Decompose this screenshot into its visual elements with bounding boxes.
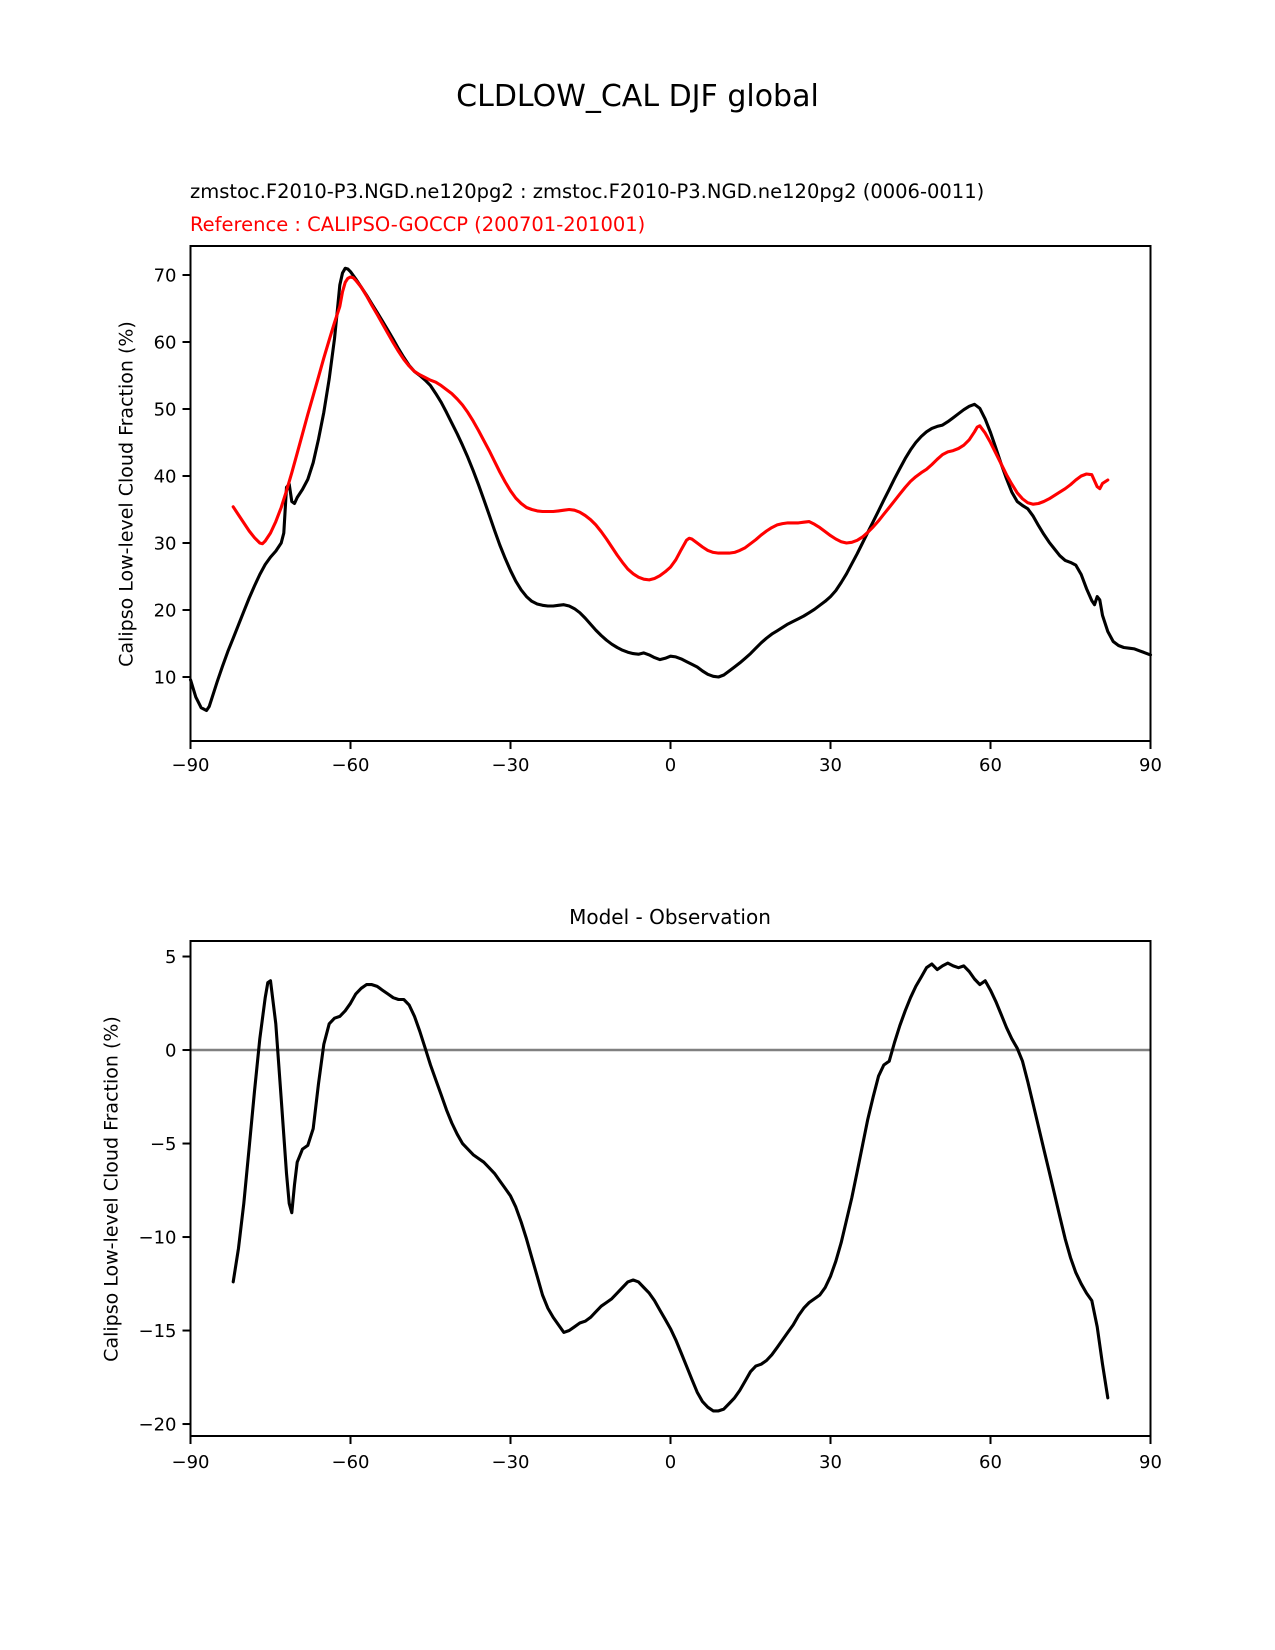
- y-tick-label: 0: [165, 1040, 177, 1062]
- x-tick-label: 90: [1139, 1452, 1162, 1473]
- y-tick-label: −15: [138, 1321, 177, 1343]
- y-tick-label: 10: [153, 667, 177, 689]
- y-tick-label: 20: [153, 600, 177, 622]
- y-tick-label: 70: [153, 265, 177, 287]
- y-tick-label: 5: [165, 947, 177, 969]
- legend-reference-label: Reference : CALIPSO-GOCCP (200701-201001): [190, 213, 646, 236]
- x-tick-label: −90: [171, 755, 210, 776]
- reference-curve: [233, 277, 1108, 580]
- model-curve: [191, 268, 1151, 710]
- y-tick-label: −20: [138, 1414, 177, 1436]
- y-tick-label: −5: [149, 1134, 177, 1156]
- x-tick-label: −30: [491, 755, 530, 776]
- y-tick-label: −10: [138, 1227, 177, 1249]
- y-tick-label: 30: [153, 533, 177, 555]
- x-tick-label: −60: [331, 755, 370, 776]
- x-tick-label: 0: [664, 1452, 677, 1473]
- figure-title: CLDLOW_CAL DJF global: [456, 79, 819, 114]
- y-tick-label: 40: [153, 466, 177, 488]
- difference-curve: [233, 963, 1108, 1411]
- y-tick-label: 60: [153, 332, 177, 354]
- x-tick-label: −60: [331, 1452, 370, 1473]
- y-tick-label: 50: [153, 399, 177, 421]
- x-tick-label: 60: [979, 1452, 1002, 1473]
- x-tick-label: 60: [979, 755, 1002, 776]
- top-chart-ylabel: Calipso Low-level Cloud Fraction (%): [115, 321, 138, 667]
- legend-block: [190, 175, 984, 241]
- bottom-chart-ylabel: Calipso Low-level Cloud Fraction (%): [100, 1016, 123, 1362]
- x-tick-label: 30: [819, 1452, 842, 1473]
- legend-model-label: zmstoc.F2010-P3.NGD.ne120pg2 : zmstoc.F2010-P3.NGD.ne120pg2 (0006-0011): [190, 180, 985, 203]
- x-tick-label: −90: [171, 1452, 210, 1473]
- plot-frame: [191, 941, 1151, 1436]
- bottom-chart-title: Model - Observation: [569, 905, 771, 929]
- x-tick-label: 90: [1139, 755, 1162, 776]
- x-tick-label: −30: [491, 1452, 530, 1473]
- x-tick-label: 30: [819, 755, 842, 776]
- x-tick-label: 0: [664, 755, 677, 776]
